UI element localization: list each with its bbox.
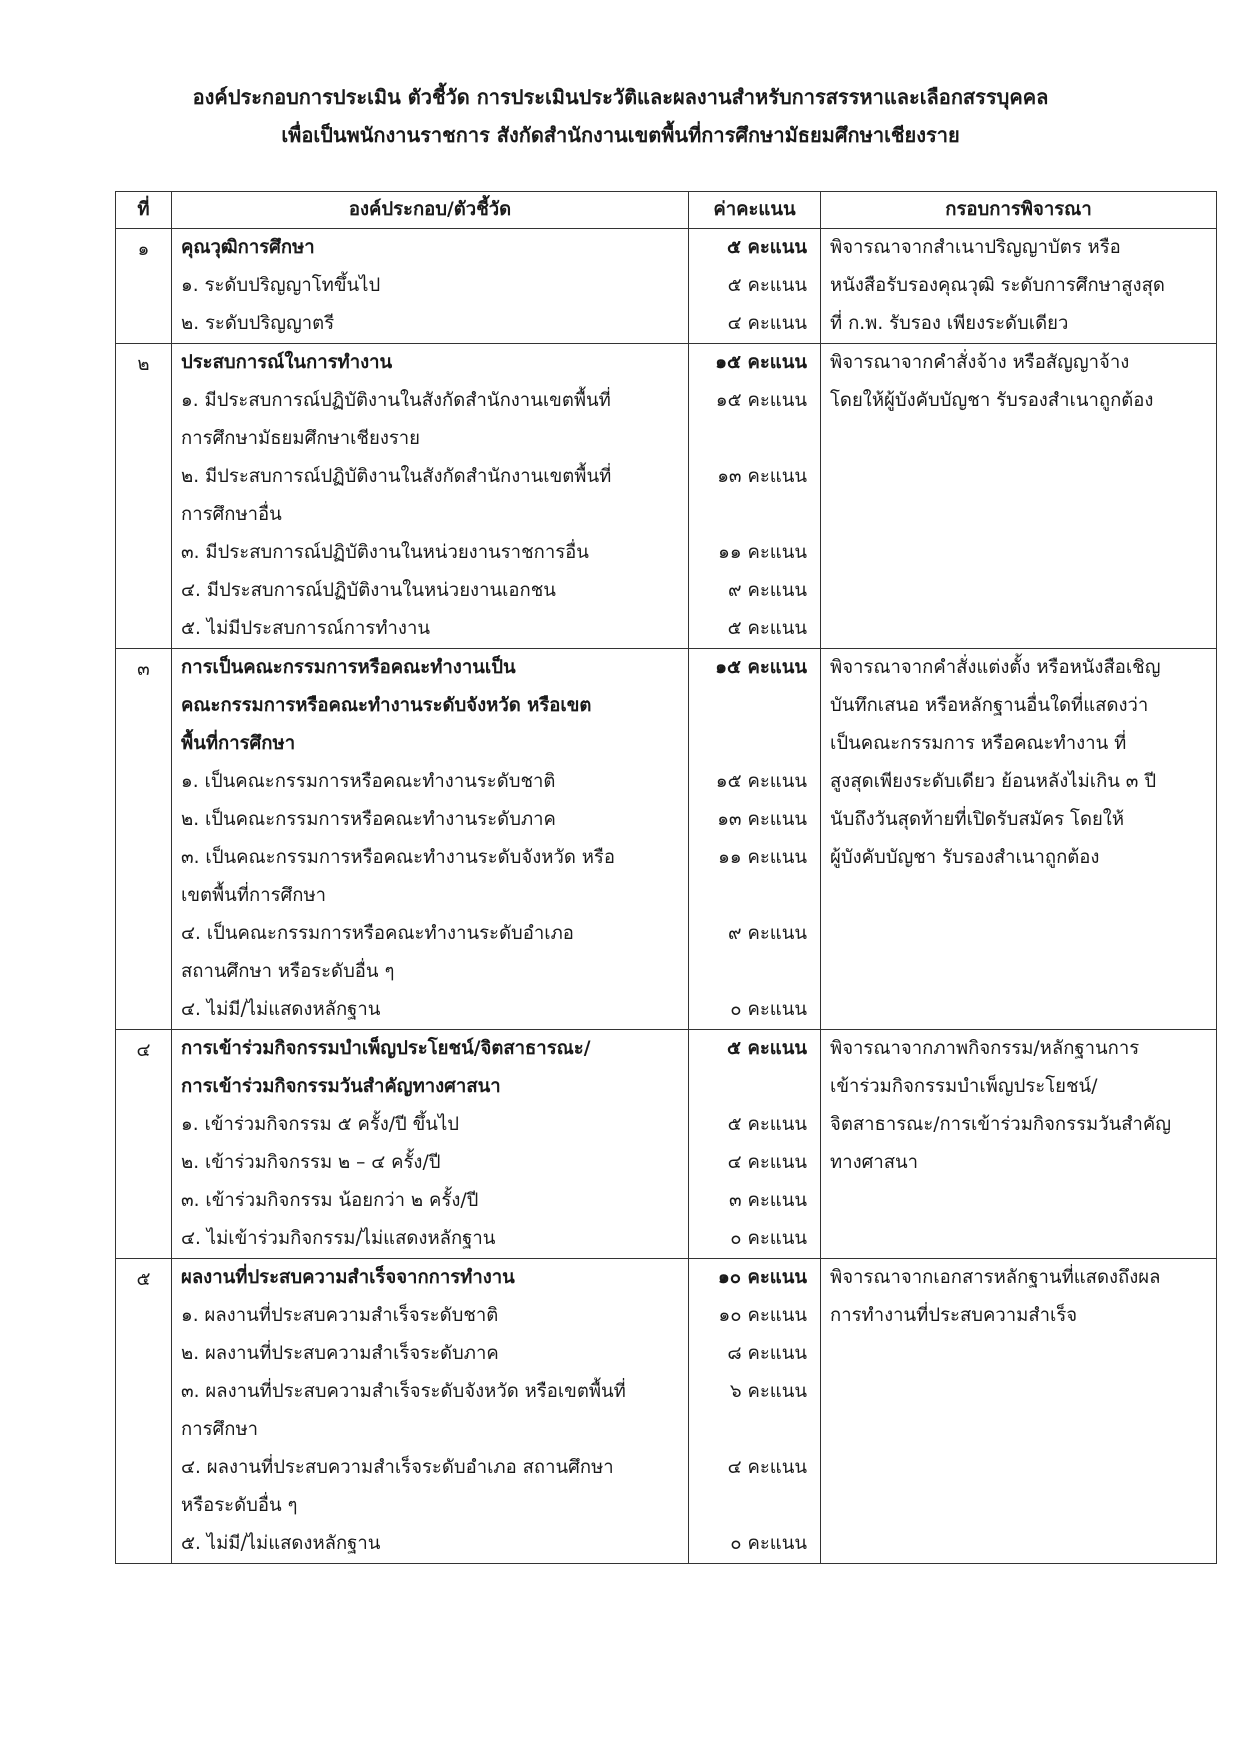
- criteria-line: สถานศึกษา หรือระดับอื่น ๆ: [181, 961, 395, 982]
- score-value: ๐ คะแนน: [730, 999, 807, 1020]
- score-cell: [689, 344, 821, 649]
- criteria-body: [116, 229, 1217, 1564]
- score-value: ๐ คะแนน: [730, 1228, 807, 1249]
- table-row: [116, 1259, 1217, 1564]
- criteria-heading: ประสบการณ์ในการทำงาน: [181, 352, 393, 373]
- criteria-line: ๔. เป็นคณะกรรมการหรือคณะทำงานระดับอำเภอ: [181, 923, 574, 944]
- criteria-line: ๕. ไม่มีประสบการณ์การทำงาน: [181, 618, 430, 639]
- criteria-heading: ผลงานที่ประสบความสำเร็จจากการทำงาน: [181, 1267, 515, 1288]
- score-value: ๓ คะแนน: [728, 1190, 807, 1211]
- criteria-line: การศึกษามัธยมศึกษาเชียงราย: [181, 428, 421, 449]
- score-value: ๑๑ คะแนน: [718, 847, 807, 868]
- consideration-line: ผู้บังคับบัญชา รับรองสำเนาถูกต้อง: [830, 847, 1100, 868]
- consideration-line: ที่ ก.พ. รับรอง เพียงระดับเดียว: [830, 313, 1069, 334]
- score-value: ๑๓ คะแนน: [717, 466, 807, 487]
- criteria-cell: [172, 1259, 689, 1564]
- criteria-heading: คุณวุฒิการศึกษา: [181, 237, 315, 258]
- criteria-heading: การเป็นคณะกรรมการหรือคณะทำงานเป็น: [181, 657, 516, 678]
- table-header-row: [116, 192, 1217, 229]
- score-cell: [689, 1259, 821, 1564]
- criteria-cell: [172, 1030, 689, 1259]
- consideration-line: การทำงานที่ประสบความสำเร็จ: [830, 1305, 1078, 1326]
- score-value: ๕ คะแนน: [727, 275, 807, 296]
- score-value: [698, 953, 811, 991]
- criteria-line: ๑. ผลงานที่ประสบความสำเร็จระดับชาติ: [181, 1305, 499, 1326]
- consideration-line: พิจารณาจากภาพกิจกรรม/หลักฐานการ: [830, 1038, 1140, 1059]
- consideration-line: พิจารณาจากสำเนาปริญญาบัตร หรือ: [830, 237, 1121, 258]
- consideration-line: หนังสือรับรองคุณวุฒิ ระดับการศึกษาสูงสุด: [830, 275, 1165, 296]
- row-number: ๑: [116, 229, 172, 344]
- total-score: ๑๐ คะแนน: [717, 1267, 807, 1288]
- criteria-line: ๔. มีประสบการณ์ปฏิบัติงานในหน่วยงานเอกชน: [181, 580, 556, 601]
- consideration-line: เข้าร่วมกิจกรรมบำเพ็ญประโยชน์/: [830, 1076, 1098, 1097]
- table-row: [116, 229, 1217, 344]
- criteria-heading: การเข้าร่วมกิจกรรมบำเพ็ญประโยชน์/จิตสาธารณะ/: [181, 1038, 591, 1059]
- consideration-line: เป็นคณะกรรมการ หรือคณะทำงาน ที่: [830, 733, 1127, 754]
- score-value: [698, 420, 811, 458]
- row-number: ๔: [116, 1030, 172, 1259]
- criteria-cell: [172, 649, 689, 1030]
- score-value: ๙ คะแนน: [728, 923, 807, 944]
- criteria-line: การศึกษา: [181, 1419, 259, 1440]
- header-no: ที่: [116, 192, 172, 229]
- total-score: [698, 687, 811, 725]
- criteria-line: ๔. ไม่เข้าร่วมกิจกรรม/ไม่แสดงหลักฐาน: [181, 1228, 496, 1249]
- header-frame: กรอบการพิจารณา: [821, 192, 1217, 229]
- consideration-line: บันทึกเสนอ หรือหลักฐานอื่นใดที่แสดงว่า: [830, 695, 1149, 716]
- criteria-line: ๒. เข้าร่วมกิจกรรม ๒ – ๔ ครั้ง/ปี: [181, 1152, 441, 1173]
- criteria-heading: คณะกรรมการหรือคณะทำงานระดับจังหวัด หรือเขต: [181, 695, 592, 716]
- score-value: ๑๐ คะแนน: [718, 1305, 807, 1326]
- consideration-cell: [821, 649, 1217, 1030]
- score-value: [698, 1487, 811, 1525]
- row-number: ๓: [116, 649, 172, 1030]
- score-cell: [689, 1030, 821, 1259]
- criteria-line: ๑. เป็นคณะกรรมการหรือคณะทำงานระดับชาติ: [181, 771, 556, 792]
- criteria-line: ๔. ไม่มี/ไม่แสดงหลักฐาน: [181, 999, 381, 1020]
- document-title-line-2: เพื่อเป็นพนักงานราชการ สังกัดสำนักงานเขตพื้นที่การศึกษามัธยมศึกษาเชียงราย: [281, 123, 960, 147]
- header-score: ค่าคะแนน: [689, 192, 821, 229]
- consideration-cell: [821, 1030, 1217, 1259]
- consideration-cell: [821, 229, 1217, 344]
- score-value: ๑๓ คะแนน: [717, 809, 807, 830]
- consideration-line: พิจารณาจากคำสั่งจ้าง หรือสัญญาจ้าง: [830, 352, 1130, 373]
- score-value: ๙ คะแนน: [728, 580, 807, 601]
- criteria-line: ๓. เข้าร่วมกิจกรรม น้อยกว่า ๒ ครั้ง/ปี: [181, 1190, 479, 1211]
- score-value: ๑๑ คะแนน: [718, 542, 807, 563]
- consideration-cell: [821, 1259, 1217, 1564]
- total-score: ๑๕ คะแนน: [715, 352, 807, 373]
- score-value: ๕ คะแนน: [727, 618, 807, 639]
- score-value: ๑๕ คะแนน: [715, 771, 807, 792]
- criteria-table: [115, 191, 1217, 1564]
- criteria-line: ๒. มีประสบการณ์ปฏิบัติงานในสังกัดสำนักงานเขตพื้นที่: [181, 466, 612, 487]
- score-cell: [689, 649, 821, 1030]
- criteria-line: ๓. ผลงานที่ประสบความสำเร็จระดับจังหวัด หรือเขตพื้นที่: [181, 1381, 626, 1402]
- consideration-line: ทางศาสนา: [830, 1152, 919, 1173]
- score-value: ๕ คะแนน: [727, 1114, 807, 1135]
- criteria-line: ๕. ไม่มี/ไม่แสดงหลักฐาน: [181, 1533, 381, 1554]
- criteria-line: ๒. ผลงานที่ประสบความสำเร็จระดับภาค: [181, 1343, 499, 1364]
- criteria-heading: การเข้าร่วมกิจกรรมวันสำคัญทางศาสนา: [181, 1076, 501, 1097]
- criteria-line: ๓. มีประสบการณ์ปฏิบัติงานในหน่วยงานราชการอื่น: [181, 542, 589, 563]
- table-row: [116, 344, 1217, 649]
- consideration-line: สูงสุดเพียงระดับเดียว ย้อนหลังไม่เกิน ๓ ปี: [830, 771, 1157, 792]
- criteria-line: ๓. เป็นคณะกรรมการหรือคณะทำงานระดับจังหวัด หรือ: [181, 847, 615, 868]
- consideration-line: นับถึงวันสุดท้ายที่เปิดรับสมัคร โดยให้: [830, 809, 1125, 830]
- consideration-line: โดยให้ผู้บังคับบัญชา รับรองสำเนาถูกต้อง: [830, 390, 1154, 411]
- score-value: [698, 496, 811, 534]
- total-score: ๕ คะแนน: [727, 237, 807, 258]
- table-row: [116, 1030, 1217, 1259]
- criteria-line: ๒. เป็นคณะกรรมการหรือคณะทำงานระดับภาค: [181, 809, 556, 830]
- table-row: [116, 649, 1217, 1030]
- criteria-line: ๑. เข้าร่วมกิจกรรม ๕ ครั้ง/ปี ขึ้นไป: [181, 1114, 459, 1135]
- total-score: ๕ คะแนน: [727, 1038, 807, 1059]
- score-value: ๔ คะแนน: [727, 1457, 807, 1478]
- criteria-line: ๑. ระดับปริญญาโทขึ้นไป: [181, 275, 381, 296]
- criteria-line: เขตพื้นที่การศึกษา: [181, 885, 327, 906]
- criteria-cell: [172, 344, 689, 649]
- total-score: ๑๕ คะแนน: [715, 657, 807, 678]
- row-number: ๕: [116, 1259, 172, 1564]
- header-item: องค์ประกอบ/ตัวชี้วัด: [172, 192, 689, 229]
- consideration-line: พิจารณาจากเอกสารหลักฐานที่แสดงถึงผล: [830, 1267, 1161, 1288]
- criteria-line: ๒. ระดับปริญญาตรี: [181, 313, 335, 334]
- score-value: ๐ คะแนน: [730, 1533, 807, 1554]
- score-value: ๘ คะแนน: [727, 1343, 807, 1364]
- score-value: ๔ คะแนน: [727, 313, 807, 334]
- score-cell: [689, 229, 821, 344]
- document-title-line-1: องค์ประกอบการประเมิน ตัวชี้วัด การประเมินประวัติและผลงานสำหรับการสรรหาและเลือกสรรบุคคล: [192, 85, 1049, 109]
- criteria-line: ๔. ผลงานที่ประสบความสำเร็จระดับอำเภอ สถานศึกษา: [181, 1457, 614, 1478]
- score-value: ๖ คะแนน: [729, 1381, 807, 1402]
- total-score: [698, 1068, 811, 1106]
- consideration-line: พิจารณาจากคำสั่งแต่งตั้ง หรือหนังสือเชิญ: [830, 657, 1161, 678]
- total-score: [698, 725, 811, 763]
- row-number: ๒: [116, 344, 172, 649]
- consideration-cell: [821, 344, 1217, 649]
- criteria-line: การศึกษาอื่น: [181, 504, 282, 525]
- consideration-line: จิตสาธารณะ/การเข้าร่วมกิจกรรมวันสำคัญ: [830, 1114, 1172, 1135]
- score-value: ๔ คะแนน: [727, 1152, 807, 1173]
- criteria-line: หรือระดับอื่น ๆ: [181, 1495, 298, 1516]
- criteria-line: ๑. มีประสบการณ์ปฏิบัติงานในสังกัดสำนักงานเขตพื้นที่: [181, 390, 611, 411]
- score-value: [698, 1411, 811, 1449]
- score-value: [698, 877, 811, 915]
- criteria-heading: พื้นที่การศึกษา: [181, 733, 296, 754]
- criteria-cell: [172, 229, 689, 344]
- score-value: ๑๕ คะแนน: [715, 390, 807, 411]
